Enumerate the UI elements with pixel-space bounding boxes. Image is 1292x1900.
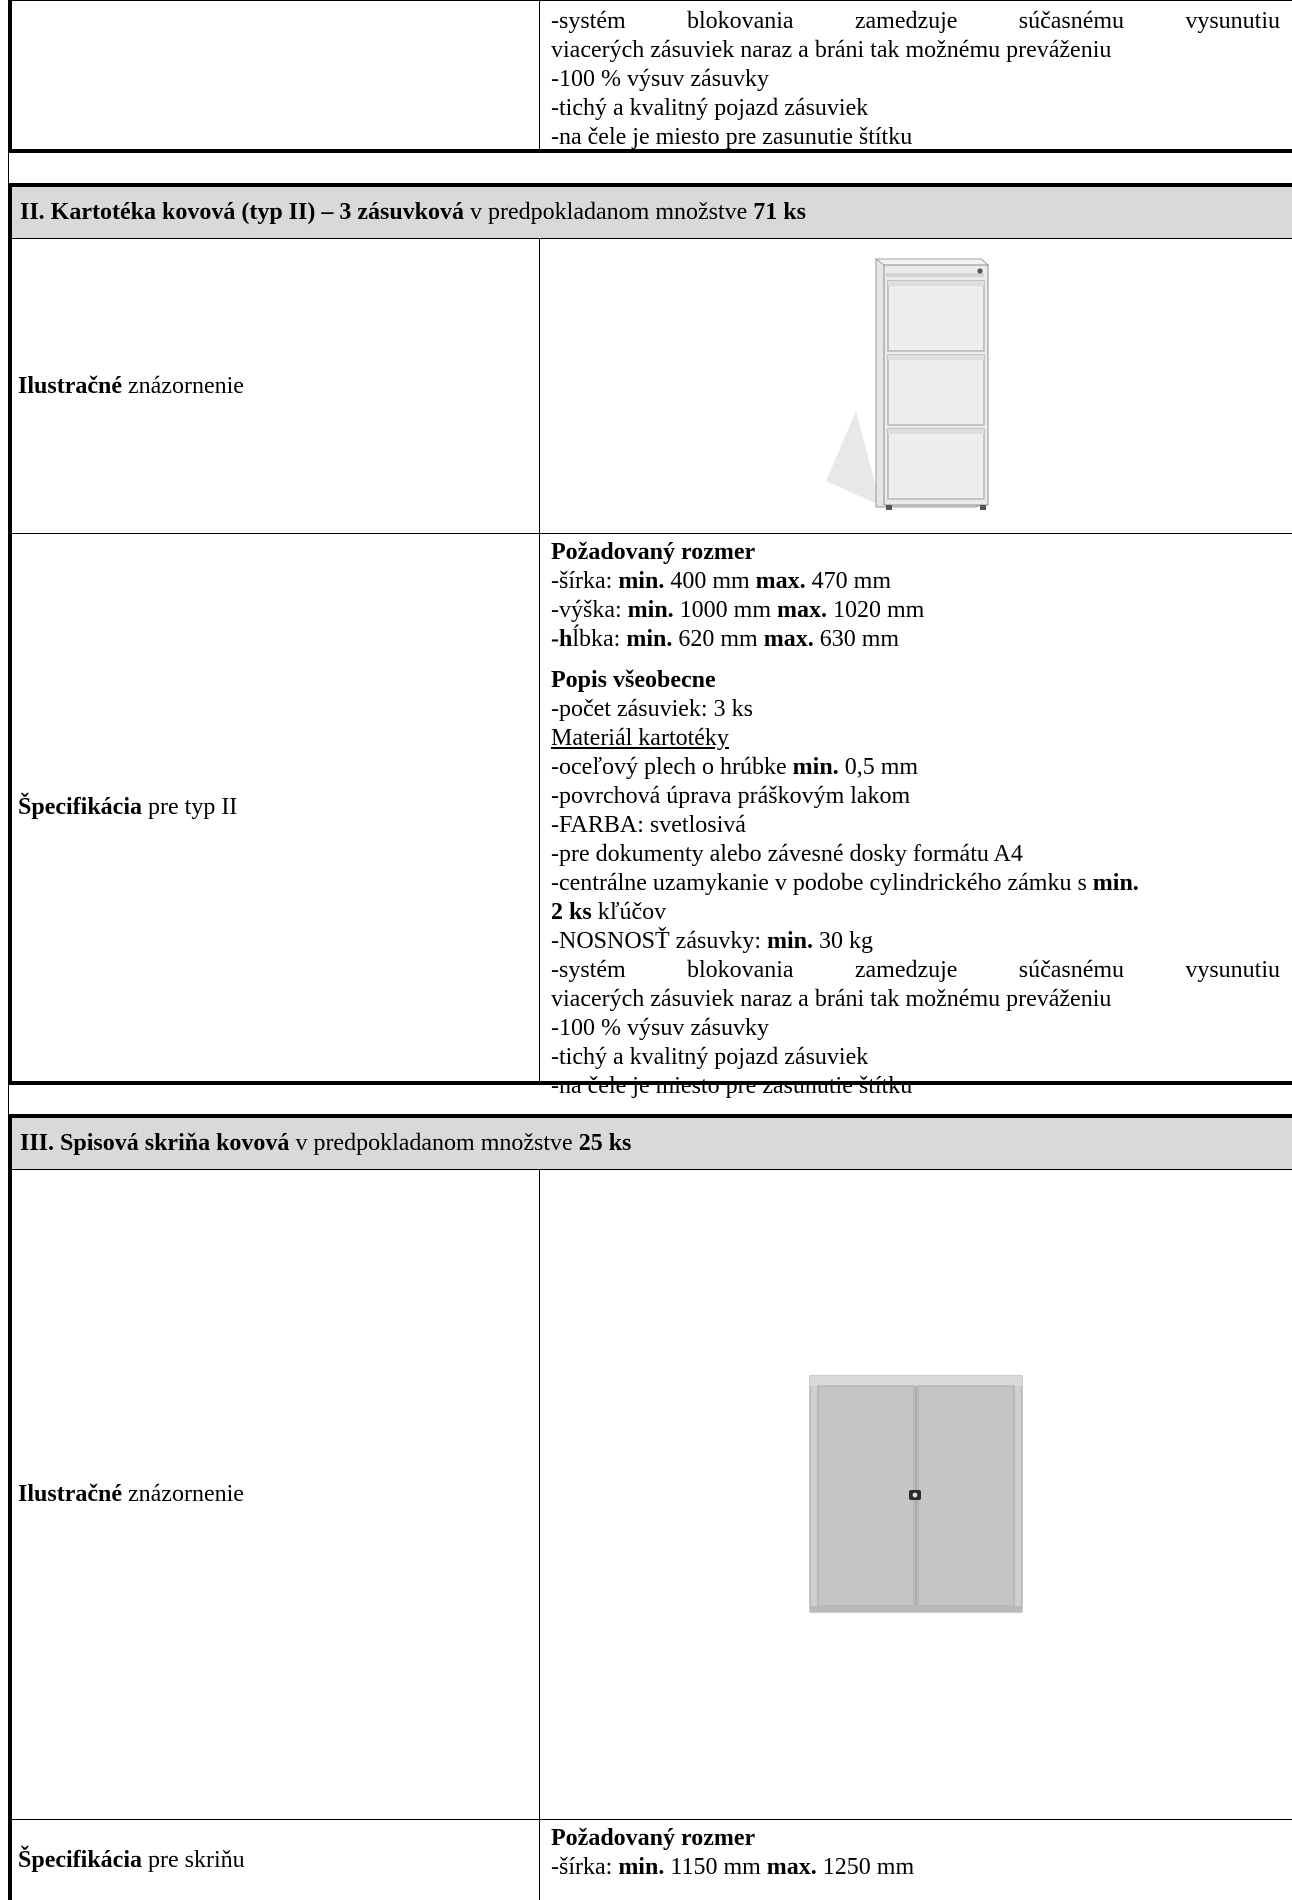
- spec-label: Špecifikácia pre skriňu: [12, 1820, 540, 1900]
- spec-line: -systém blokovania zamedzuje súčasnému vysunutiu: [551, 8, 1280, 34]
- spec-text: [540, 1820, 1292, 1900]
- dim-height: -výška: min. 1000 mm max. 1020 mm: [551, 597, 925, 623]
- dimensions-heading: Požadovaný rozmer: [551, 539, 756, 565]
- spec-line: -tichý a kvalitný pojazd zásuviek: [551, 95, 869, 121]
- section2-illustration-row: [12, 239, 1292, 534]
- spec-label: Špecifikácia pre typ II: [12, 534, 540, 1081]
- section2-title: II. Kartotéka kovová (typ II) – 3 zásuvková v predpokladanom množstve 71 ks: [20, 199, 806, 225]
- section-gap: [8, 153, 1292, 183]
- section3-spec-row: [12, 1820, 1292, 1900]
- section3-header: [12, 1114, 1292, 1170]
- lock-line-2: 2 ks kľúčov: [551, 899, 667, 925]
- dim-width: -šírka: min. 1150 mm max. 1250 mm: [551, 1854, 915, 1880]
- documents: -pre dokumenty alebo závesné dosky formátu A4: [551, 841, 1023, 867]
- blocking-line-2: viacerých zásuviek naraz a bráni tak možnému preváženiu: [551, 986, 1112, 1012]
- blocking-line-1: -systém blokovania zamedzuje súčasnému vysunutiu: [551, 957, 1280, 983]
- material-heading: Materiál kartotéky: [551, 725, 729, 751]
- filing-cabinet-image: [806, 251, 1026, 521]
- steel-thickness: -oceľový plech o hrúbke min. 0,5 mm: [551, 754, 919, 780]
- section2-spec-row: [12, 534, 1292, 1099]
- section1-spec-text: [540, 1, 1292, 149]
- color: -FARBA: svetlosivá: [551, 812, 746, 838]
- illustration-cell: [540, 1170, 1292, 1819]
- illustration-label: Ilustračné znázornenie: [12, 1170, 540, 1819]
- label-slot: -na čele je miesto pre zasunutie štítku: [551, 1073, 913, 1099]
- section2-table: [8, 183, 1292, 1099]
- extension: -100 % výsuv zásuvky: [551, 1015, 769, 1041]
- section3-title: III. Spisová skriňa kovová v predpokladanom množstve 25 ks: [20, 1130, 632, 1156]
- illustration-label: Ilustračné znázornenie: [12, 239, 540, 533]
- drawer-count: -počet zásuviek: 3 ks: [551, 696, 753, 722]
- section3-table: [8, 1114, 1292, 1900]
- illustration-cell: [540, 239, 1292, 533]
- lock-line-1: -centrálne uzamykanie v podobe cylindrického zámku s min.: [551, 870, 1139, 896]
- dimensions-heading: Požadovaný rozmer: [551, 1825, 756, 1851]
- section1-spec-label-cell: [12, 1, 540, 149]
- section2-header: [12, 183, 1292, 239]
- load-capacity: -NOSNOSŤ zásuvky: min. 30 kg: [551, 928, 874, 954]
- spec-text: [540, 534, 1292, 1099]
- section1-spec-row: [12, 0, 1292, 153]
- dim-width: -šírka: min. 400 mm max. 470 mm: [551, 568, 892, 594]
- section1-table-tail: [8, 0, 1292, 153]
- dim-depth: -hĺbka: min. 620 mm max. 630 mm: [551, 626, 900, 652]
- general-heading: Popis všeobecne: [551, 667, 716, 693]
- coating: -povrchová úprava práškovým lakom: [551, 783, 911, 809]
- section3-illustration-row: [12, 1170, 1292, 1820]
- spec-line: -na čele je miesto pre zasunutie štítku: [551, 124, 913, 150]
- quiet-runners: -tichý a kvalitný pojazd zásuviek: [551, 1044, 869, 1070]
- spec-line: viacerých zásuviek naraz a bráni tak možnému preváženiu: [551, 37, 1112, 63]
- document-cabinet-image: [796, 1370, 1036, 1620]
- spec-line: -100 % výsuv zásuvky: [551, 66, 769, 92]
- section-gap: [8, 1085, 1292, 1114]
